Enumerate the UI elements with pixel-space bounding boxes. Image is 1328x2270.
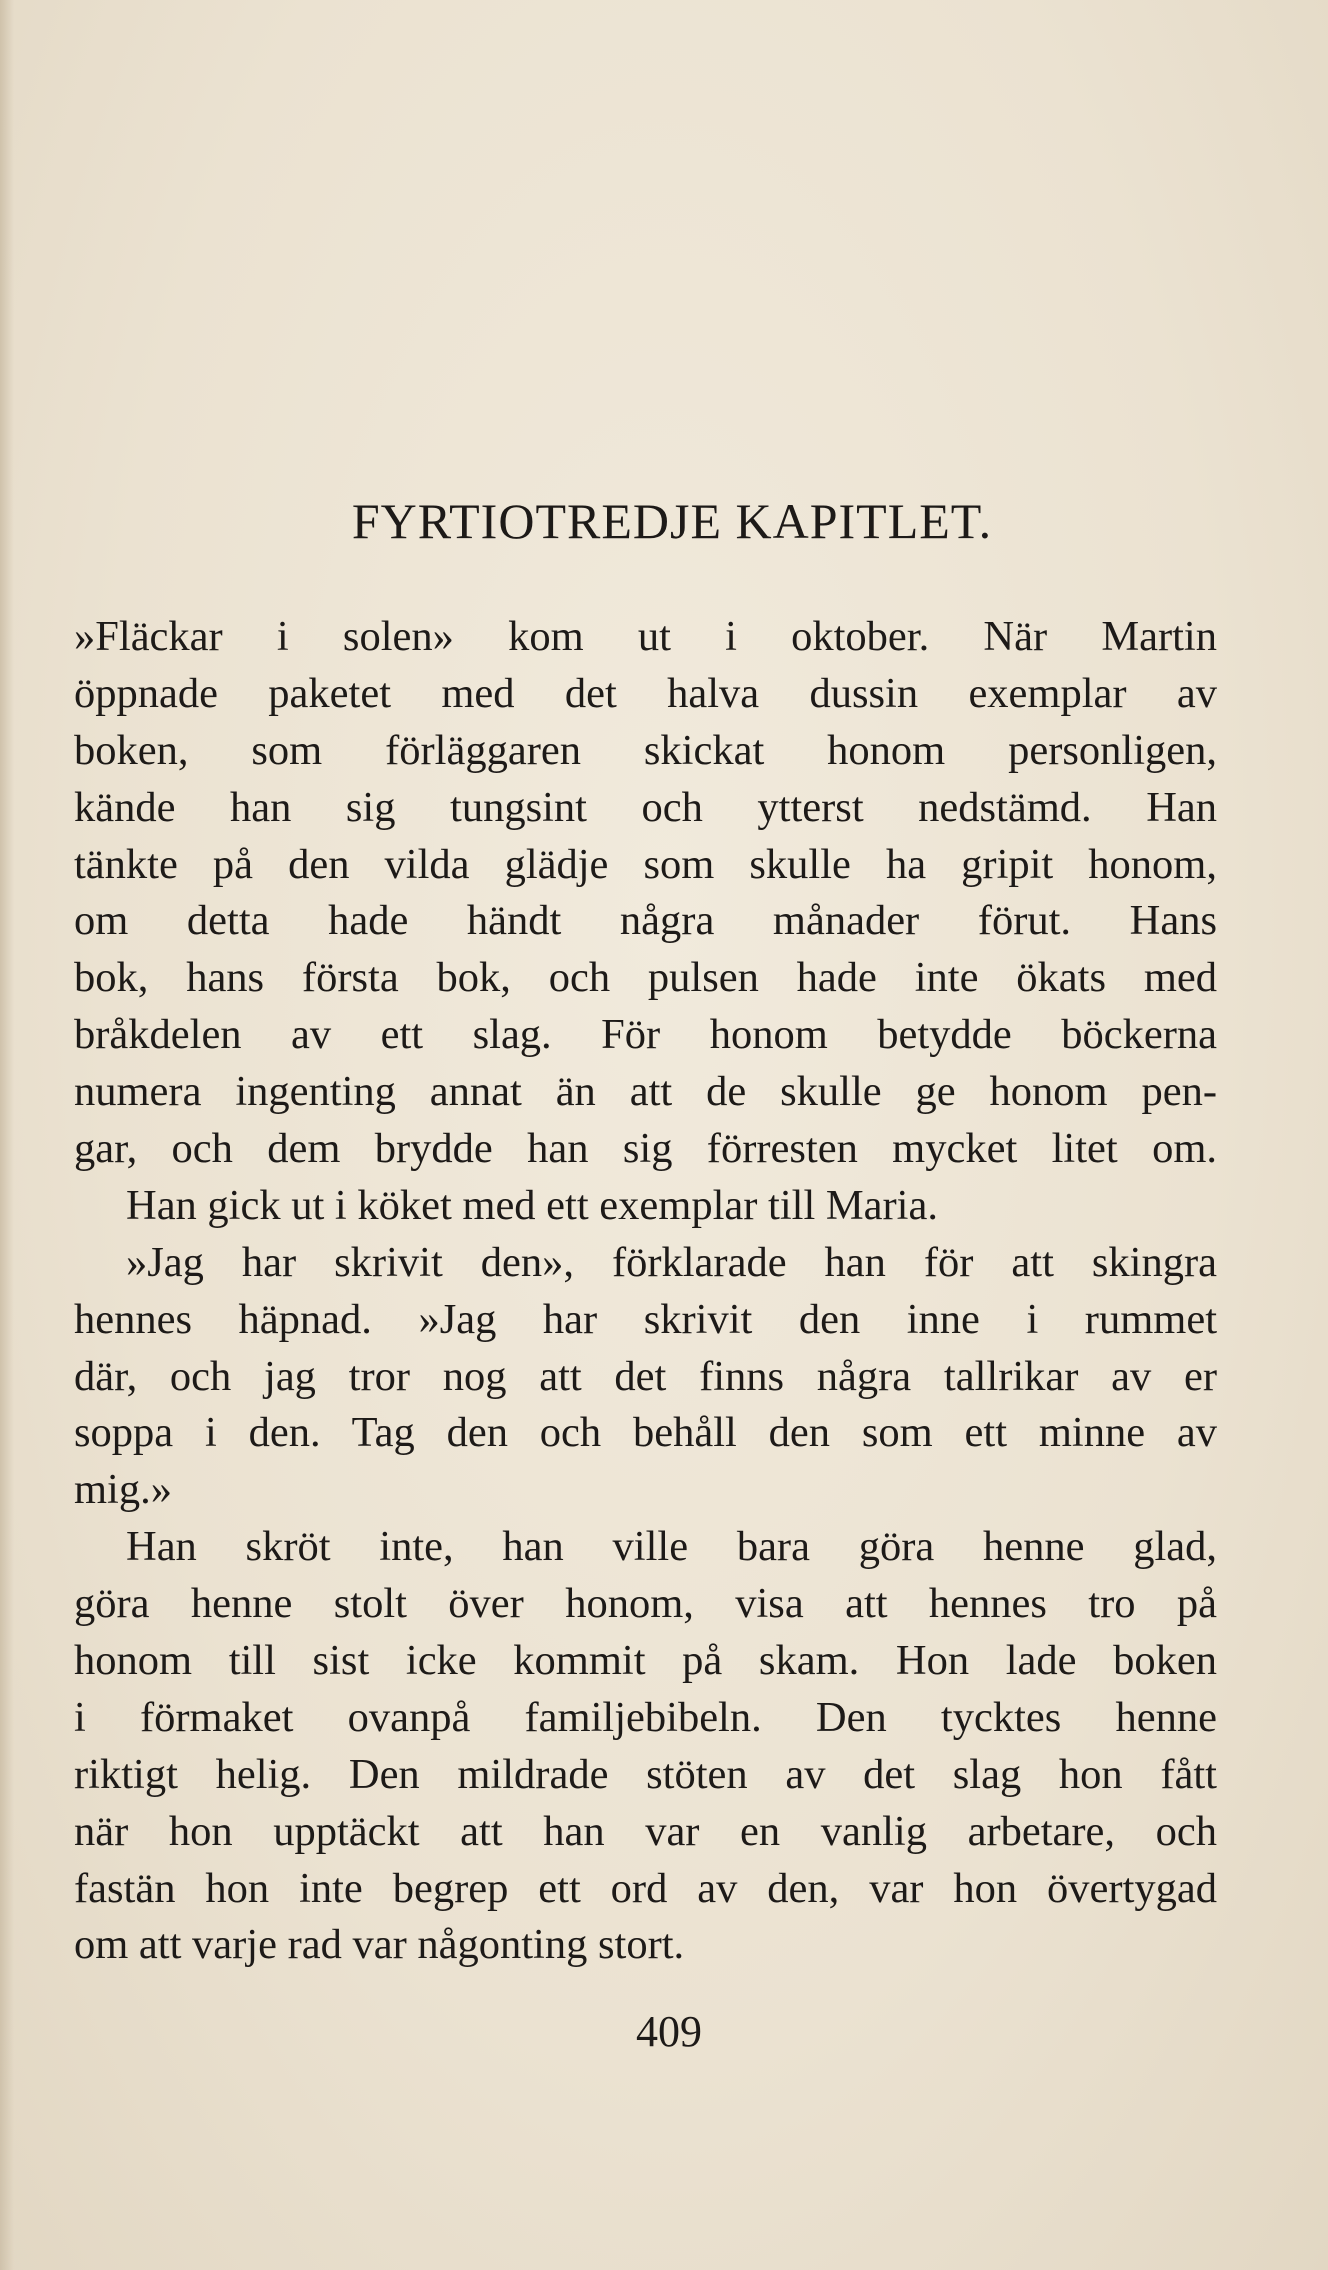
text-line: tänkte på den vilda glädje som skulle ha gripit honom,	[74, 840, 1217, 888]
text-line: i förmaket ovanpå familjebibeln. Den tycktes henne	[74, 1693, 1217, 1741]
chapter-title: FYRTIOTREDJE KAPITLET.	[351, 493, 993, 549]
text-line: mig.»	[74, 1466, 172, 1514]
text-line: gar, och dem brydde han sig förresten mycket litet om.	[74, 1125, 1217, 1173]
text-line: riktigt helig. Den mildrade stöten av det slag hon fått	[74, 1750, 1217, 1798]
text-line: göra henne stolt över honom, visa att hennes tro på	[74, 1580, 1217, 1628]
page-edge-shadow	[0, 0, 14, 2270]
text-line: soppa i den. Tag den och behåll den som ett minne av	[74, 1409, 1217, 1457]
text-line: bråkdelen av ett slag. För honom betydde böckerna	[74, 1011, 1217, 1059]
body-text	[74, 609, 1217, 1974]
text-line: om att varje rad var någonting stort.	[74, 1921, 685, 1969]
text-line: när hon upptäckt att han var en vanlig arbetare, och	[74, 1807, 1217, 1855]
text-line: Han skröt inte, han ville bara göra henne glad,	[126, 1523, 1217, 1571]
text-line: »Jag har skrivit den», förklarade han för att skingra	[126, 1238, 1217, 1286]
text-line: boken, som förläggaren skickat honom personligen,	[74, 726, 1217, 774]
text-line: fastän hon inte begrep ett ord av den, var hon övertygad	[74, 1864, 1217, 1912]
text-line: numera ingenting annat än att de skulle ge honom pen-	[74, 1068, 1217, 1116]
text-line: öppnade paketet med det halva dussin exemplar av	[74, 669, 1217, 717]
text-line: hennes häpnad. »Jag har skrivit den inne i rummet	[74, 1295, 1217, 1343]
text-line: honom till sist icke kommit på skam. Hon lade boken	[74, 1637, 1217, 1685]
text-line: kände han sig tungsint och ytterst nedstämd. Han	[74, 783, 1217, 831]
page-number: 409	[636, 2007, 702, 2056]
text-line: där, och jag tror nog att det finns några tallrikar av er	[74, 1352, 1217, 1400]
text-line: om detta hade händt några månader förut. Hans	[74, 897, 1217, 945]
text-line: bok, hans första bok, och pulsen hade inte ökats med	[74, 954, 1217, 1002]
text-line: Han gick ut i köket med ett exemplar till Maria.	[126, 1181, 938, 1229]
text-line: »Fläckar i solen» kom ut i oktober. När Martin	[74, 613, 1217, 660]
